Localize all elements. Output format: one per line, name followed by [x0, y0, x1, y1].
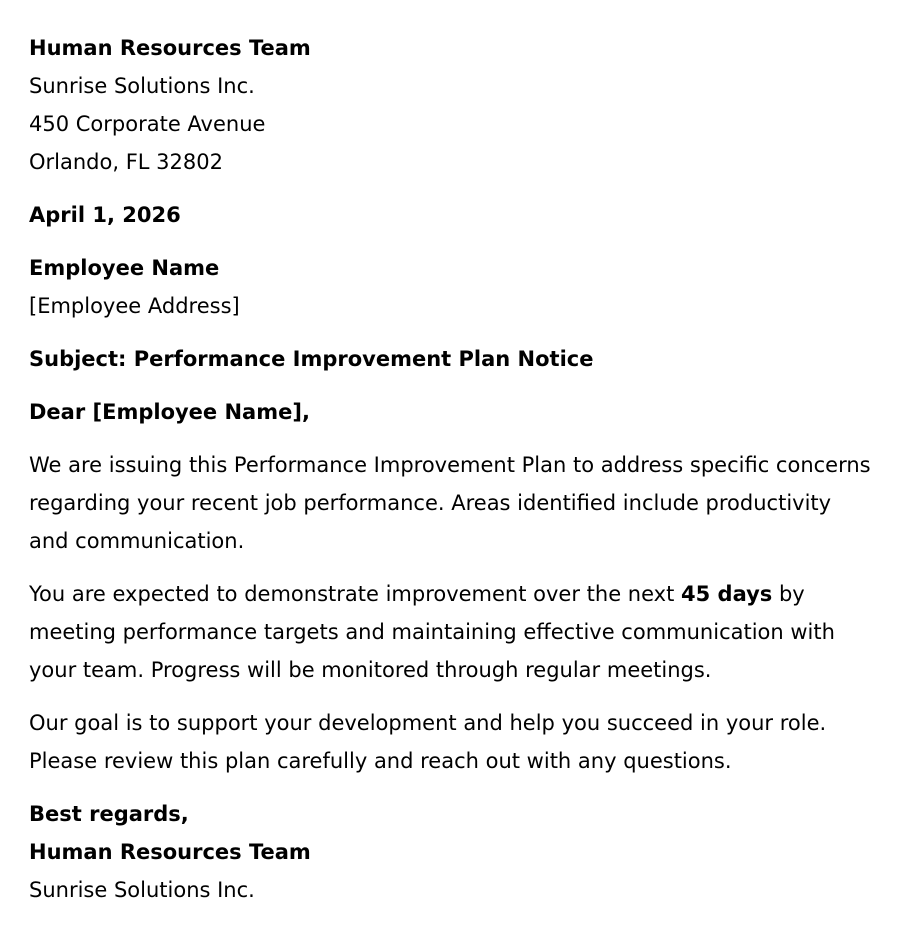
sender-block: [29, 29, 872, 181]
valediction: Best regards,: [29, 802, 189, 826]
paragraph-2-text-start: You are expected to demonstrate improvement over the next: [29, 582, 681, 606]
body-paragraph-3: Our goal is to support your development and help you succeed in your role. Please review this plan carefully and reach out with any questions.: [29, 711, 827, 773]
sender-name: Human Resources Team: [29, 36, 311, 60]
plan-duration: 45 days: [681, 582, 773, 606]
body-paragraph-2: [29, 575, 872, 689]
closing-block: [29, 795, 872, 909]
body-paragraph-1: We are issuing this Performance Improvement Plan to address specific concerns regarding your recent job performance. Areas identified include productivity and communication.: [29, 453, 871, 553]
subject-line: Subject: Performance Improvement Plan Notice: [29, 347, 594, 371]
sender-street: 450 Corporate Avenue: [29, 112, 266, 136]
signer-name: Human Resources Team: [29, 840, 311, 864]
sender-company: Sunrise Solutions Inc.: [29, 74, 255, 98]
paragraph-2-text-end: by meeting performance targets and maintaining effective communication with your team. Progress will be monitored through regular meetings.: [29, 582, 835, 682]
salutation: Dear [Employee Name],: [29, 400, 310, 424]
subject-block: [29, 340, 872, 378]
salutation-block: [29, 393, 872, 431]
recipient-address: [Employee Address]: [29, 294, 240, 318]
signer-company: Sunrise Solutions Inc.: [29, 878, 255, 902]
date-block: [29, 196, 872, 234]
recipient-block: [29, 249, 872, 325]
sender-city: Orlando, FL 32802: [29, 150, 223, 174]
letter-date: April 1, 2026: [29, 203, 181, 227]
recipient-name: Employee Name: [29, 256, 220, 280]
